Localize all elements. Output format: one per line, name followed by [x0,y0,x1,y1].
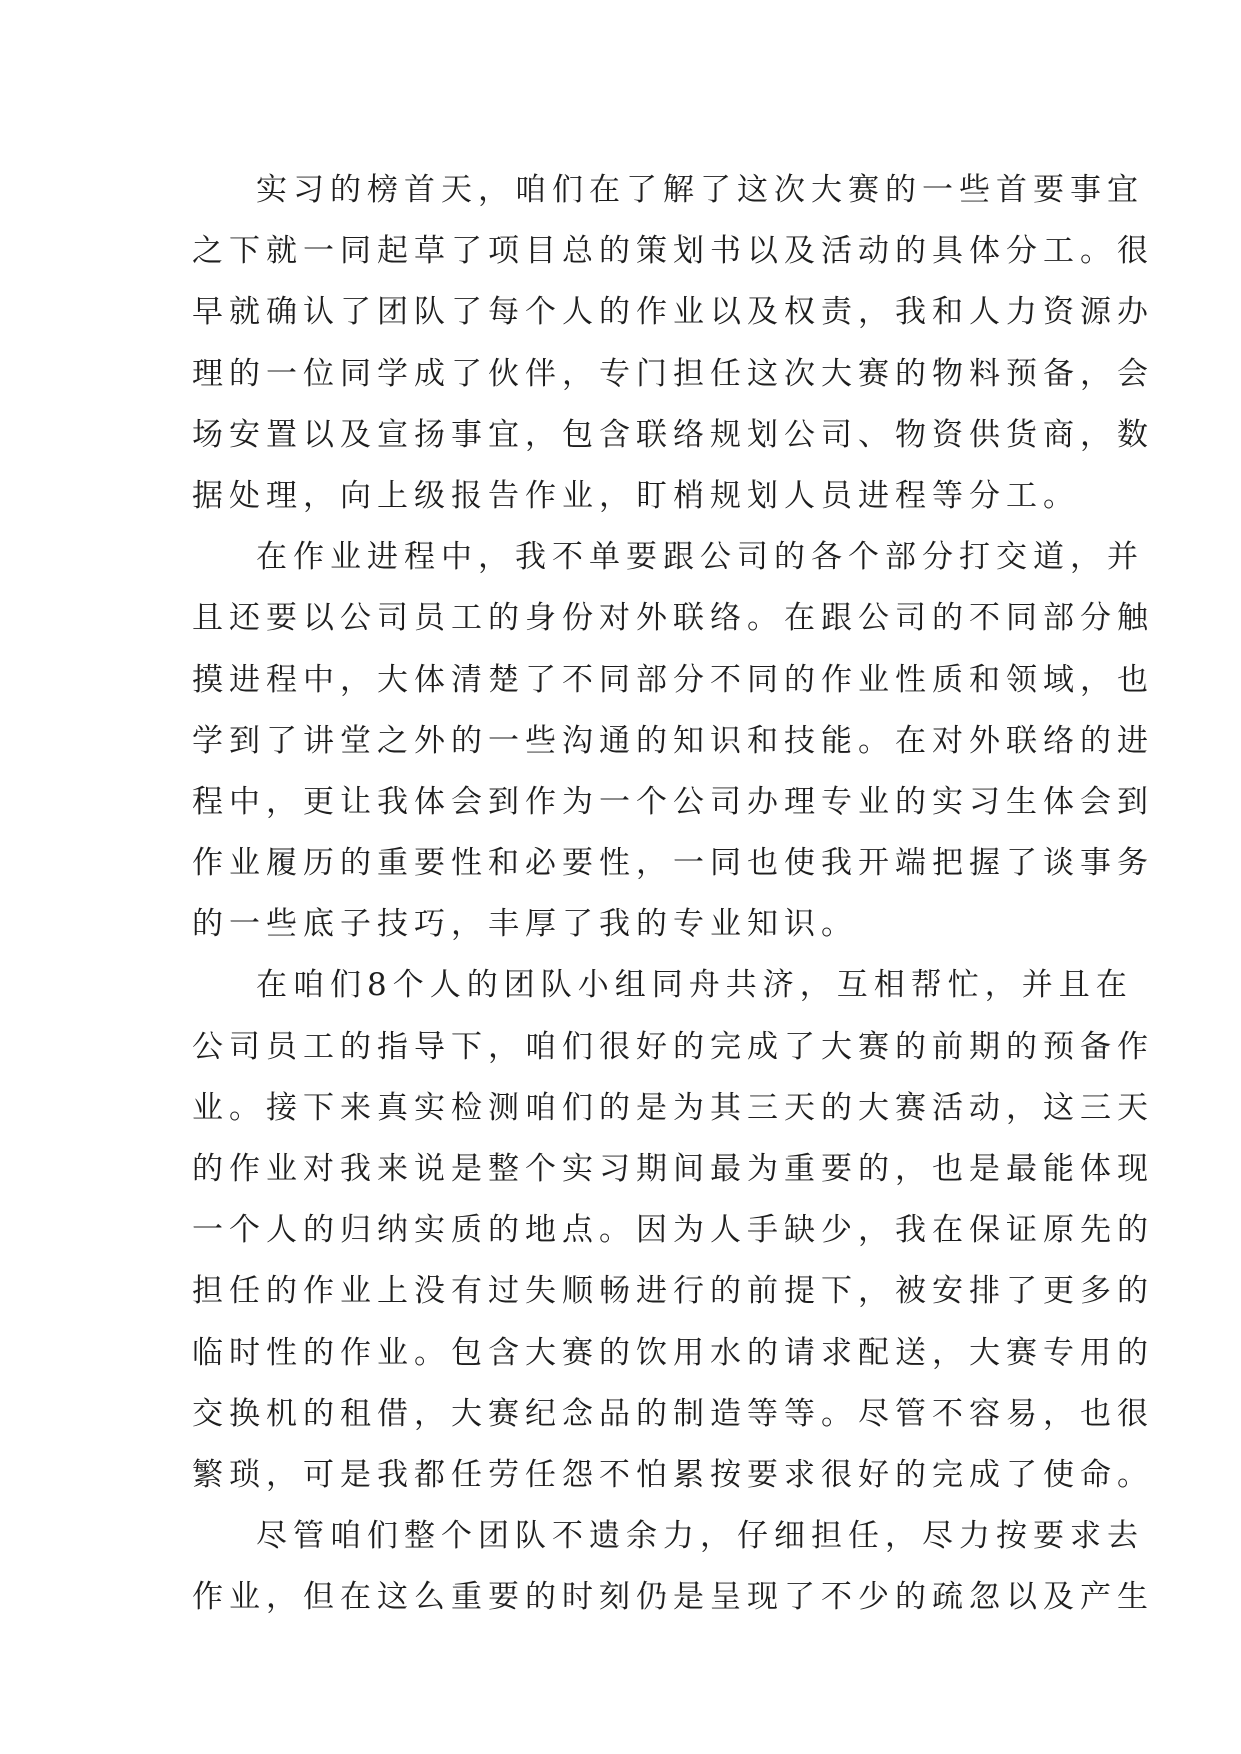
text-line: 据处理，向上级报告作业，盯梢规划人员进程等分工。 [192,477,1080,514]
text-line: 之下就一同起草了项目总的策划书以及活动的具体分工。很 [192,233,1154,270]
text-line: 理的一位同学成了伙伴，专门担任这次大赛的物料预备，会 [192,355,1154,392]
text-line: 担任的作业上没有过失顺畅进行的前提下，被安排了更多的 [192,1273,1154,1310]
text-line: 交换机的租借，大赛纪念品的制造等等。尽管不容易，也很 [192,1395,1154,1432]
paragraph [192,1506,1154,1628]
text-line: 在作业进程中，我不单要跟公司的各个部分打交道，并 [256,539,1144,576]
text-line: 的作业对我来说是整个实习期间最为重要的，也是最能体现 [192,1151,1154,1187]
text-line: 摸进程中，大体清楚了不同部分不同的作业性质和领域，也 [192,661,1154,698]
text-line: 在咱们8个人的团队小组同舟共济，互相帮忙，并且在 [256,967,1133,1004]
text-line: 繁琐，可是我都任劳任怨不怕累按要求很好的完成了使命。 [192,1456,1154,1493]
text-line: 尽管咱们整个团队不遗余力，仔细担任，尽力按要求去 [256,1518,1144,1555]
text-line: 作业履历的重要性和必要性，一同也使我开端把握了谈事务 [192,845,1154,882]
paragraph [192,955,1154,1506]
text-line: 公司员工的指导下，咱们很好的完成了大赛的前期的预备作 [192,1028,1154,1065]
text-line: 业。接下来真实检测咱们的是为其三天的大赛活动，这三天 [192,1089,1154,1126]
text-line: 场安置以及宣扬事宜，包含联络规划公司、物资供货商，数 [192,416,1154,453]
document-body [192,160,1154,1629]
text-line: 程中，更让我体会到作为一个公司办理专业的实习生体会到 [192,783,1154,820]
text-line: 且还要以公司员工的身份对外联络。在跟公司的不同部分触 [192,600,1154,637]
paragraph [192,527,1154,955]
text-line: 一个人的归纳实质的地点。因为人手缺少，我在保证原先的 [192,1212,1154,1249]
text-line: 早就确认了团队了每个人的作业以及权责，我和人力资源办 [192,294,1154,331]
text-line: 作业，但在这么重要的时刻仍是呈现了不少的疏忽以及产生 [192,1579,1154,1616]
text-line: 学到了讲堂之外的一些沟通的知识和技能。在对外联络的进 [192,722,1154,759]
paragraph [192,160,1154,527]
text-line: 实习的榜首天，咱们在了解了这次大赛的一些首要事宜 [256,172,1144,208]
text-line: 临时性的作业。包含大赛的饮用水的请求配送，大赛专用的 [192,1334,1154,1371]
text-line: 的一些底子技巧，丰厚了我的专业知识。 [192,906,858,943]
